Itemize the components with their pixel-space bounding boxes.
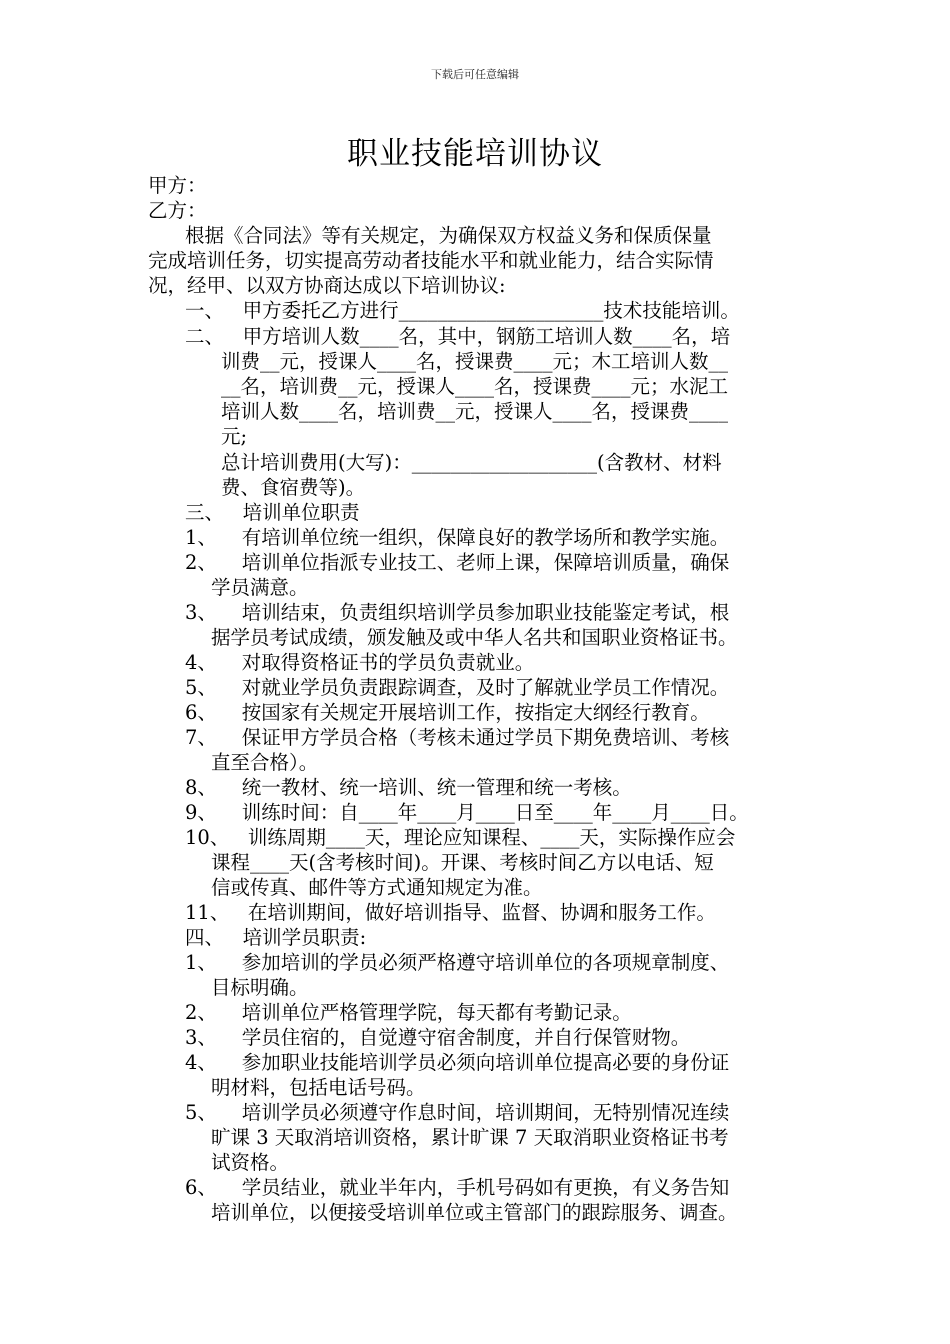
text-line: 3、 学员住宿的，自觉遵守宿舍制度，并自行保管财物。 (185, 1026, 691, 1049)
text-line: 乙方： (148, 199, 207, 222)
text-line: 6、 按国家有关规定开展培训工作，按指定大纲经行教育。 (185, 701, 710, 724)
text-line: 5、 对就业学员负责跟踪调查，及时了解就业学员工作情况。 (185, 676, 730, 699)
text-line: 明材料，包括电话号码。 (211, 1076, 426, 1099)
text-line: 甲方： (148, 174, 207, 197)
text-line: 训费__元，授课人____名，授课费____元；木工培训人数__ (221, 350, 729, 373)
text-line: 信或传真、邮件等方式通知规定为准。 (211, 876, 543, 899)
text-line: 三、 培训单位职责 (185, 501, 360, 524)
text-line: 4、 对取得资格证书的学员负责就业。 (185, 651, 535, 674)
text-line: 培训单位，以便接受培训单位或主管部门的跟踪服务、调查。 (211, 1201, 738, 1224)
text-line: 旷课 3 天取消培训资格，累计旷课 7 天取消职业资格证书考 (211, 1126, 729, 1149)
text-line: 8、 统一教材、统一培训、统一管理和统一考核。 (185, 776, 632, 799)
text-line: 学员满意。 (211, 576, 309, 599)
text-line: 直至合格）。 (211, 751, 319, 774)
text-line: 况，经甲、以双方协商达成以下培训协议: (148, 274, 506, 297)
text-line: 7、 保证甲方学员合格（考核未通过学员下期免费培训、考核 (185, 726, 730, 749)
text-line: 完成培训任务，切实提高劳动者技能水平和就业能力，结合实际情 (148, 249, 714, 272)
text-line: 一、 甲方委托乙方进行_____________________技术技能培训。 (185, 299, 740, 322)
text-line: 二、 甲方培训人数____名，其中，钢筋工培训人数____名，培 (185, 325, 731, 348)
text-line: 培训人数____名，培训费__元，授课人____名，授课费____ (221, 400, 729, 423)
text-line: 课程____天(含考核时间)。开课、考核时间乙方以电话、短 (211, 851, 714, 874)
text-line: 试资格。 (211, 1151, 290, 1174)
text-line: 2、 培训单位严格管理学院，每天都有考勤记录。 (185, 1001, 632, 1024)
text-line: 总计培训费用(大写)：___________________(含教材、材料 (221, 451, 722, 474)
text-line: 1、 参加培训的学员必须严格遵守培训单位的各项规章制度、 (185, 951, 730, 974)
document-title: 职业技能培训协议 (347, 136, 603, 172)
text-line: 目标明确。 (211, 976, 309, 999)
text-line: 4、 参加职业技能培训学员必须向培训单位提高必要的身份证 (185, 1051, 730, 1074)
text-line: 根据《合同法》等有关规定，为确保双方权益义务和保质保量 (185, 224, 712, 247)
text-line: 2、 培训单位指派专业技工、老师上课，保障培训质量，确保 (185, 551, 730, 574)
text-line: __名，培训费__元，授课人____名，授课费____元；水泥工 (221, 375, 729, 398)
text-line: 9、 训练时间：自____年____月____日至____年____月____日。 (185, 801, 749, 824)
text-line: 1、 有培训单位统一组织，保障良好的教学场所和教学实施。 (185, 526, 730, 549)
text-line: 5、 培训学员必须遵守作息时间，培训期间，无特别情况连续 (185, 1101, 730, 1124)
text-line: 费、食宿费等)。 (221, 476, 366, 499)
text-line: 元; (221, 425, 248, 448)
text-line: 据学员考试成绩，颁发触及或中华人名共和国职业资格证书。 (211, 626, 738, 649)
page-header: 下载后可任意编辑 (431, 68, 519, 81)
text-line: 10、 训练周期____天，理论应知课程、____天，实际操作应会 (185, 826, 736, 849)
text-line: 6、 学员结业，就业半年内，手机号码如有更换，有义务告知 (185, 1176, 730, 1199)
text-line: 11、 在培训期间，做好培训指导、监督、协调和服务工作。 (185, 901, 716, 924)
text-line: 四、 培训学员职责: (185, 926, 367, 949)
text-line: 3、 培训结束，负责组织培训学员参加职业技能鉴定考试，根 (185, 601, 730, 624)
